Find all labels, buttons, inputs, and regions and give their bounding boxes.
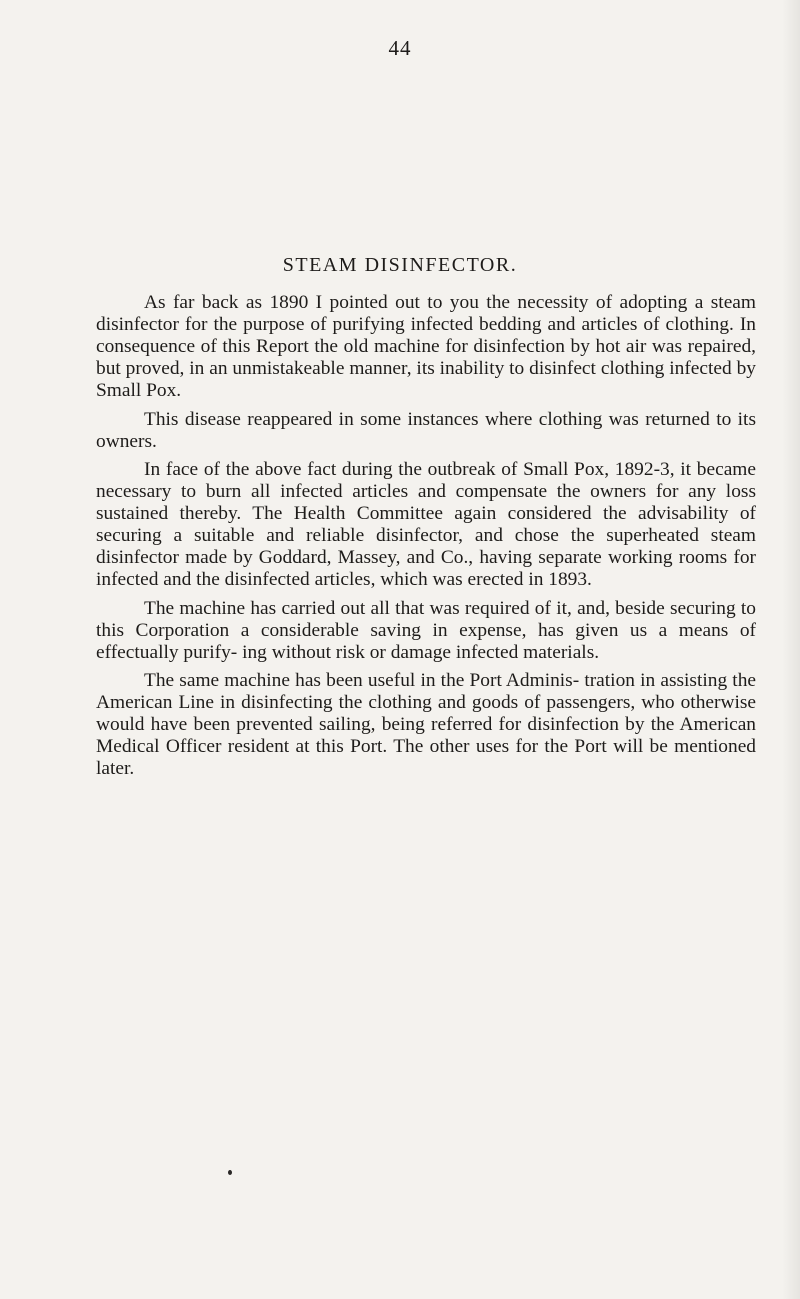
paragraph-3: In face of the above fact during the outbreak of Small Pox, 1892-3, it became necessary to burn all infected articles and compensate the owners for any loss sustained thereby. The Health Committee again considered the advisability of securing a suitable and reliable disinfector, and chose the superheated steam disinfector made by Goddard, Massey, and Co., having separate working rooms for infected and the disinfected articles, which was erected in 1893. xyxy=(96,459,756,590)
page-number: 44 xyxy=(388,36,412,60)
page-edge-shadow xyxy=(782,0,800,1299)
body-text xyxy=(96,292,756,787)
paragraph-4: The machine has carried out all that was required of it, and, beside securing to this Corporation a considerable saving in expense, has given us a means of effectually purify- ing without risk or damage infected materials. xyxy=(96,597,756,663)
paragraph-5: The same machine has been useful in the Port Adminis- tration in assisting the American Line in disinfecting the clothing and goods of passengers, who otherwise would have been prevented sailing, being referred for disinfection by the American Medical Officer resident at this Port. The other uses for the Port will be mentioned later. xyxy=(96,670,756,779)
paragraph-2: This disease reappeared in some instances where clothing was returned to its owners. xyxy=(96,408,756,452)
paragraph-1: As far back as 1890 I pointed out to you the necessity of adopting a steam disinfector for the purpose of purifying infected bedding and articles of clothing. In consequence of this Report the old machine for disinfection by hot air was repaired, but proved, in an unmistakeable manner, its inability to disinfect clothing infected by Small Pox. xyxy=(96,292,756,401)
section-heading: STEAM DISINFECTOR. xyxy=(282,254,518,276)
ink-speck xyxy=(228,1170,232,1175)
